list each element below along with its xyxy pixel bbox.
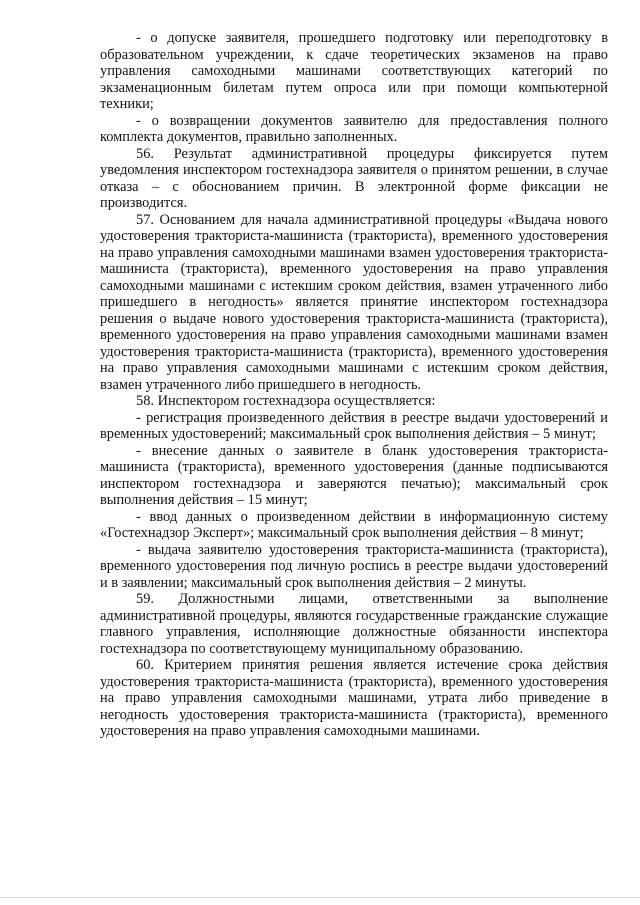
bullet-issuance: - выдача заявителю удостоверения тракториста-машиниста (тракториста), временного удостоверения под личную роспись в реестре выдачи удостоверений и в заявлении; максимальный срок выполнения действия – 2 минуты. <box>100 541 608 591</box>
bullet-registration: - регистрация произведенного действия в реестре выдачи удостоверений и временных удостоверений; максимальный срок выполнения действия – 5 минут; <box>100 409 608 442</box>
paragraph-56: 56. Результат административной процедуры фиксируется путем уведомления инспектором гостехнадзора заявителя о принятом решении, в случае отказа – с обоснованием причин. В электронной форме фиксации не производится. <box>100 145 608 211</box>
bullet-return-documents: - о возвращении документов заявителю для предоставления полного комплекта документов, правильно заполненных. <box>100 112 608 145</box>
paragraph-57: 57. Основанием для начала административной процедуры «Выдача нового удостоверения тракториста-машиниста (тракториста), временного удостоверения на право управления самоходными машинами взамен удостоверения тракториста-машиниста (тракториста), временного удостоверения на право управления самоходными машинами с истекшим сроком действия, взамен утраченного либо пришедшего в негодность» является принятие инспектором гостехнадзора решения о выдаче нового удостоверения тракториста-машиниста (тракториста), временного удостоверения на право управления самоходными машинами взамен удостоверения тракториста-машиниста (тракториста), временного удостоверения на право управления самоходными машинами с истекшим сроком действия, взамен утраченного либо пришедшего в негодность. <box>100 211 608 393</box>
paragraph-60: 60. Критерием принятия решения является истечение срока действия удостоверения тракториста-машиниста (тракториста), временного удостоверения на право управления самоходными машинами, утрата либо приведение в негодность удостоверения тракториста-машиниста (тракториста), временного удостоверения на право управления самоходными машинами. <box>100 657 608 739</box>
page-bottom-divider <box>0 897 640 898</box>
paragraph-58: 58. Инспектором гостехнадзора осуществляется: <box>136 393 436 409</box>
bullet-data-entry: - внесение данных о заявителе в бланк удостоверения тракториста-машиниста (тракториста), временного удостоверения (данные подписываются инспектором гостехнадзора и заверяются печатью); максимальный срок выполнения действия – 15 минут; <box>100 442 608 508</box>
bullet-admission-to-exam: - о допуске заявителя, прошедшего подготовку или переподготовку в образовательном учреждении, к сдаче теоретических экзаменов на право управления самоходными машинами соответствующих категорий по экзаменационным билетам путем опроса или при помощи компьютерной техники; <box>100 30 608 112</box>
paragraph-59: 59. Должностными лицами, ответственными за выполнение административной процедуры, являются государственные гражданские служащие главного управления, исполняющие должностные обязанности инспектора гостехнадзора по соответствующему муниципальному образованию. <box>100 591 608 657</box>
bullet-information-system: - ввод данных о произведенном действии в информационную систему «Гостехнадзор Эксперт»; максимальный срок выполнения действия – 8 минут; <box>100 508 608 541</box>
document-page <box>100 30 608 740</box>
